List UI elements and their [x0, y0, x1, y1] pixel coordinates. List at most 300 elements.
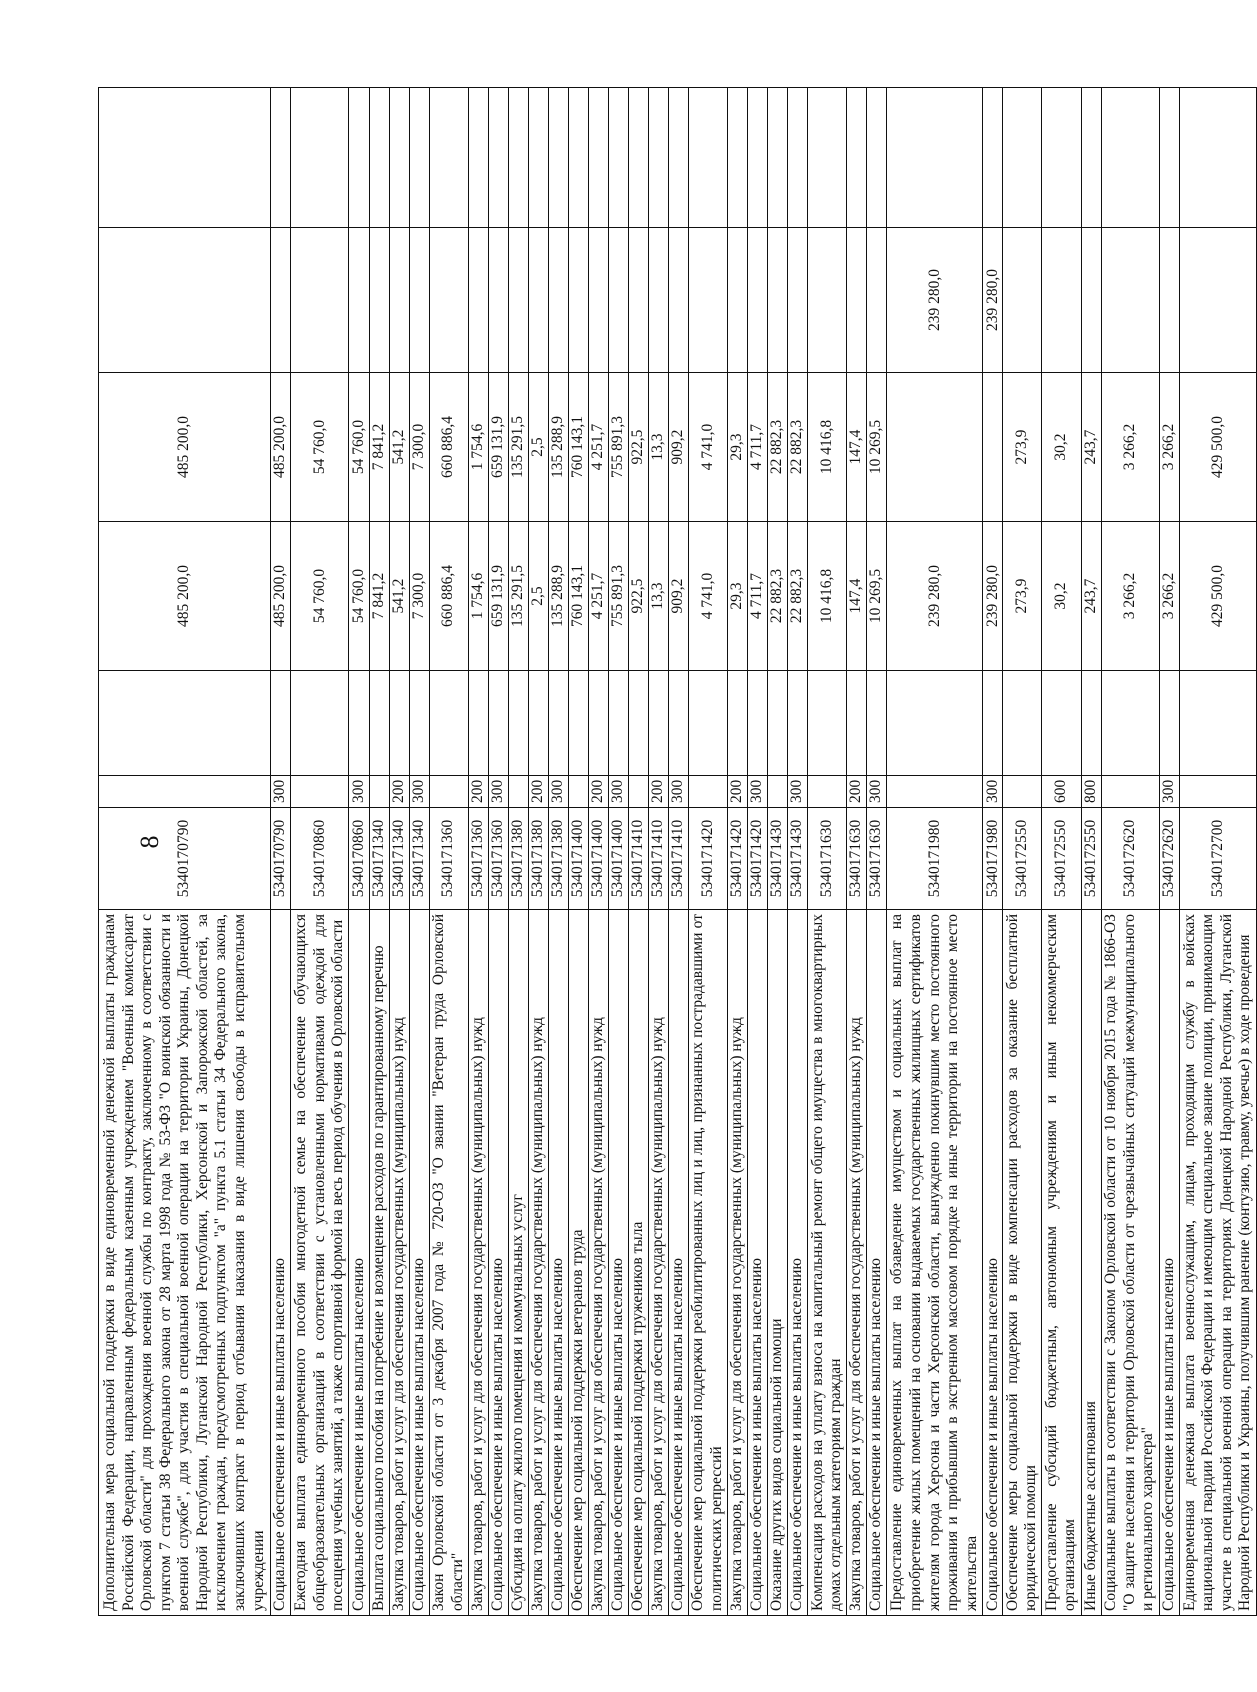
empty-cell [468, 88, 488, 228]
target-article-code: 5340171410 [628, 808, 648, 910]
target-article-code: 5340171340 [409, 808, 429, 910]
empty-cell [369, 671, 389, 776]
empty-cell [847, 671, 867, 776]
expense-type-code: 200 [389, 776, 409, 808]
amount-total: 13,3 [648, 522, 668, 671]
empty-cell [1179, 88, 1256, 228]
empty-cell [429, 671, 468, 776]
row-description: Оказание других видов социальной помощи [768, 910, 788, 1616]
row-description: Ежегодная выплата единовременного пособия многодетной семье на обеспечение обучающихся общеобразовательных организаций в соответствии с установленными нормативами одеждой для посещения учебных занятий, а также спортивной формой на весь период обучения в Орловской области [291, 910, 349, 1616]
table-row [291, 88, 349, 1616]
amount-regional: 10 416,8 [808, 373, 847, 522]
table-row [808, 88, 847, 1616]
target-article-code: 5340171420 [748, 808, 768, 910]
expense-type-code: 200 [588, 776, 608, 808]
amount-federal [291, 228, 349, 373]
amount-total: 429 500,0 [1179, 522, 1256, 671]
table-row [488, 88, 508, 1616]
table-row [271, 88, 291, 1616]
amount-regional: 30,2 [1042, 373, 1081, 522]
empty-cell [349, 88, 369, 228]
amount-federal [528, 228, 548, 373]
empty-cell [389, 88, 409, 228]
target-article-code: 5340171980 [887, 808, 983, 910]
amount-federal [608, 228, 628, 373]
empty-cell [788, 88, 808, 228]
expense-type-code [1003, 776, 1042, 808]
amount-federal [628, 228, 648, 373]
amount-total: 10 269,5 [867, 522, 887, 671]
amount-federal [409, 228, 429, 373]
amount-regional: 659 131,9 [488, 373, 508, 522]
row-description: Предоставление единовременных выплат на обзаведение имуществом и социальных выплат на приобретение жилых помещений на основании выдаваемых государственных жилищных сертификатов жителям города Херсона и части Херсонской области, вынужденно покинувшим место постоянного проживания и прибывшим в экстренном массовом порядке на иные территории на постоянное место жительства [887, 910, 983, 1616]
amount-federal: 239 280,0 [887, 228, 983, 373]
expense-type-code: 300 [983, 776, 1003, 808]
empty-cell [409, 88, 429, 228]
row-description: Социальное обеспечение и иные выплаты населению [488, 910, 508, 1616]
row-description: Единовременная денежная выплата военнослужащим, лицам, проходящим службу в войсках национальной гвардии Российской Федерации и имеющим специальное звание полиции, принимающим участие в специальной военной операции на территориях Донецкой Народной Республики, Луганской Народной Республики и Украины, получившим ранение (контузию, травму, увечье) в ходе проведения [1179, 910, 1256, 1616]
amount-total: 755 891,3 [608, 522, 628, 671]
target-article-code: 5340171340 [389, 808, 409, 910]
row-description: Социальное обеспечение и иные выплаты населению [983, 910, 1003, 1616]
table-row [608, 88, 628, 1616]
target-article-code: 5340171410 [668, 808, 688, 910]
amount-regional: 7 300,0 [409, 373, 429, 522]
row-description: Закупка товаров, работ и услуг для обеспечения государственных (муниципальных) нужд [468, 910, 488, 1616]
empty-cell [1159, 671, 1179, 776]
row-description: Закупка товаров, работ и услуг для обеспечения государственных (муниципальных) нужд [847, 910, 867, 1616]
table-row [1159, 88, 1179, 1616]
row-description: Закон Орловской области от 3 декабря 2007 года № 720-ОЗ "О звании "Ветеран труда Орловской области" [429, 910, 468, 1616]
empty-cell [508, 671, 528, 776]
amount-federal [1101, 228, 1159, 373]
empty-cell [728, 88, 748, 228]
amount-regional: 429 500,0 [1179, 373, 1256, 522]
empty-cell [568, 88, 588, 228]
table-row [689, 88, 728, 1616]
amount-federal [1159, 228, 1179, 373]
amount-regional: 273,9 [1003, 373, 1042, 522]
empty-cell [648, 671, 668, 776]
amount-total: 2,5 [528, 522, 548, 671]
table-row [1003, 88, 1042, 1616]
empty-cell [1101, 88, 1159, 228]
amount-federal [648, 228, 668, 373]
amount-total: 485 200,0 [271, 522, 291, 671]
amount-regional: 135 288,9 [548, 373, 568, 522]
amount-regional: 541,2 [389, 373, 409, 522]
target-article-code: 5340172620 [1101, 808, 1159, 910]
row-description: Субсидия на оплату жилого помещения и коммунальных услуг [508, 910, 528, 1616]
amount-federal [1003, 228, 1042, 373]
empty-cell [983, 671, 1003, 776]
table-row [1081, 88, 1101, 1616]
amount-federal [1081, 228, 1101, 373]
table-row [508, 88, 528, 1616]
empty-cell [608, 88, 628, 228]
expense-type-code [568, 776, 588, 808]
expense-type-code [768, 776, 788, 808]
target-article-code: 5340172550 [1081, 808, 1101, 910]
empty-cell [1003, 88, 1042, 228]
empty-cell [748, 671, 768, 776]
amount-regional: 135 291,5 [508, 373, 528, 522]
table-row [628, 88, 648, 1616]
empty-cell [628, 88, 648, 228]
expense-type-code: 800 [1081, 776, 1101, 808]
row-description: Социальное обеспечение и иные выплаты населению [788, 910, 808, 1616]
amount-regional: 13,3 [648, 373, 668, 522]
target-article-code: 5340171420 [728, 808, 748, 910]
row-description: Социальное обеспечение и иные выплаты населению [409, 910, 429, 1616]
amount-total: 4 711,7 [748, 522, 768, 671]
amount-federal [1042, 228, 1081, 373]
amount-total: 3 266,2 [1159, 522, 1179, 671]
amount-federal [588, 228, 608, 373]
amount-regional [887, 373, 983, 522]
amount-regional: 4 741,0 [689, 373, 728, 522]
amount-total: 135 288,9 [548, 522, 568, 671]
amount-federal [668, 228, 688, 373]
row-description: Социальные выплаты в соответствии с Законом Орловской области от 10 ноября 2015 года № 1866-ОЗ "О защите населения и территории Орловской области от чрезвычайных ситуаций межмуниципального и регионального характера" [1101, 910, 1159, 1616]
amount-total: 7 841,2 [369, 522, 389, 671]
row-description: Социальное обеспечение и иные выплаты населению [668, 910, 688, 1616]
amount-federal [548, 228, 568, 373]
target-article-code: 5340171630 [847, 808, 867, 910]
row-description: Обеспечение мер социальной поддержки тружеников тыла [628, 910, 648, 1616]
empty-cell [389, 671, 409, 776]
amount-regional: 147,4 [847, 373, 867, 522]
row-description: Социальное обеспечение и иные выплаты населению [608, 910, 628, 1616]
expense-type-code [291, 776, 349, 808]
row-description: Обеспечение меры социальной поддержки в виде компенсации расходов за оказание бесплатной юридической помощи [1003, 910, 1042, 1616]
budget-table-rotated [98, 88, 1257, 1616]
amount-federal [508, 228, 528, 373]
empty-cell [508, 88, 528, 228]
expense-type-code: 300 [409, 776, 429, 808]
table-row [668, 88, 688, 1616]
empty-cell [291, 88, 349, 228]
row-description: Обеспечение мер социальной поддержки ветеранов труда [568, 910, 588, 1616]
amount-total: 659 131,9 [488, 522, 508, 671]
row-description: Социальное обеспечение и иные выплаты населению [271, 910, 291, 1616]
empty-cell [588, 671, 608, 776]
row-description: Закупка товаров, работ и услуг для обеспечения государственных (муниципальных) нужд [588, 910, 608, 1616]
target-article-code: 5340171630 [808, 808, 847, 910]
amount-regional: 909,2 [668, 373, 688, 522]
amount-total: 660 886,4 [429, 522, 468, 671]
expense-type-code: 300 [548, 776, 568, 808]
target-article-code: 5340171420 [689, 808, 728, 910]
amount-regional: 29,3 [728, 373, 748, 522]
target-article-code: 5340172620 [1159, 808, 1179, 910]
empty-cell [349, 671, 369, 776]
amount-federal [99, 228, 271, 373]
row-description: Выплата социального пособия на погребение и возмещение расходов по гарантированному перечню [369, 910, 389, 1616]
amount-regional: 54 760,0 [291, 373, 349, 522]
empty-cell [983, 88, 1003, 228]
amount-total: 147,4 [847, 522, 867, 671]
expense-type-code: 600 [1042, 776, 1081, 808]
expense-type-code: 200 [847, 776, 867, 808]
empty-cell [369, 88, 389, 228]
amount-regional [983, 373, 1003, 522]
row-description: Социальное обеспечение и иные выплаты населению [349, 910, 369, 1616]
expense-type-code [1179, 776, 1256, 808]
amount-regional: 243,7 [1081, 373, 1101, 522]
empty-cell [548, 88, 568, 228]
table-row [99, 88, 271, 1616]
expense-type-code: 200 [728, 776, 748, 808]
amount-total: 541,2 [389, 522, 409, 671]
amount-federal [568, 228, 588, 373]
expense-type-code: 300 [788, 776, 808, 808]
empty-cell [488, 671, 508, 776]
amount-federal [468, 228, 488, 373]
empty-cell [867, 671, 887, 776]
table-row [369, 88, 389, 1616]
amount-total: 243,7 [1081, 522, 1101, 671]
expense-type-code [887, 776, 983, 808]
empty-cell [847, 88, 867, 228]
amount-total: 922,5 [628, 522, 648, 671]
table-row [788, 88, 808, 1616]
target-article-code: 5340171380 [528, 808, 548, 910]
target-article-code: 5340171630 [867, 808, 887, 910]
expense-type-code: 300 [748, 776, 768, 808]
target-article-code: 5340172550 [1003, 808, 1042, 910]
empty-cell [1179, 671, 1256, 776]
empty-cell [668, 88, 688, 228]
table-row [847, 88, 867, 1616]
empty-cell [689, 88, 728, 228]
amount-total: 54 760,0 [349, 522, 369, 671]
amount-regional: 4 711,7 [748, 373, 768, 522]
amount-total: 22 882,3 [768, 522, 788, 671]
empty-cell [99, 88, 271, 228]
empty-cell [768, 671, 788, 776]
amount-federal [488, 228, 508, 373]
amount-federal: 239 280,0 [983, 228, 1003, 373]
table-row [728, 88, 748, 1616]
amount-regional: 22 882,3 [768, 373, 788, 522]
amount-federal [847, 228, 867, 373]
target-article-code: 5340170860 [291, 808, 349, 910]
row-description: Компенсация расходов на уплату взноса на капитальный ремонт общего имущества в многоквартирных домах отдельным категориям граждан [808, 910, 847, 1616]
empty-cell [689, 671, 728, 776]
table-row [867, 88, 887, 1616]
table-row [349, 88, 369, 1616]
target-article-code: 5340171980 [983, 808, 1003, 910]
amount-federal [369, 228, 389, 373]
expense-type-code [429, 776, 468, 808]
empty-cell [1101, 671, 1159, 776]
table-row [588, 88, 608, 1616]
row-description: Предоставление субсидий бюджетным, автономным учреждениям и иным некоммерческим организациям [1042, 910, 1081, 1616]
amount-federal [808, 228, 847, 373]
expense-type-code: 200 [468, 776, 488, 808]
amount-regional: 2,5 [528, 373, 548, 522]
empty-cell [488, 88, 508, 228]
amount-federal [389, 228, 409, 373]
table-row [528, 88, 548, 1616]
empty-cell [409, 671, 429, 776]
empty-cell [768, 88, 788, 228]
empty-cell [99, 671, 271, 776]
row-description: Закупка товаров, работ и услуг для обеспечения государственных (муниципальных) нужд [648, 910, 668, 1616]
table-row [548, 88, 568, 1616]
amount-regional: 4 251,7 [588, 373, 608, 522]
empty-cell [548, 671, 568, 776]
amount-total: 4 741,0 [689, 522, 728, 671]
expense-type-code: 300 [271, 776, 291, 808]
empty-cell [668, 671, 688, 776]
row-description: Дополнительная мера социальной поддержки в виде единовременной денежной выплаты гражданам Российской Федерации, направленным федеральным казенным учреждением "Военный комиссариат Орловской области" для прохождения военной службы по контракту, заключенному в соответствии с пунктом 7 статьи 38 Федерального закона от 28 марта 1998 года № 53-ФЗ "О воинской обязанности и военной службе", для участия в специальной военной операции на территории Украины, Донецкой Народной Республики, Луганской Народной Республики, Херсонской и Запорожской областей, за исключением граждан, предусмотренных подпунктом "а" пункта 5.1 статьи 34 Федерального закона, заключивших контракт в период отбывания наказания в виде лишения свободы в исправительном учреждении [99, 910, 271, 1616]
amount-federal [349, 228, 369, 373]
empty-cell [291, 671, 349, 776]
target-article-code: 5340172700 [1179, 808, 1256, 910]
empty-cell [429, 88, 468, 228]
table-row [1042, 88, 1081, 1616]
amount-regional: 922,5 [628, 373, 648, 522]
amount-total: 1 754,6 [468, 522, 488, 671]
amount-total: 30,2 [1042, 522, 1081, 671]
amount-regional: 54 760,0 [349, 373, 369, 522]
row-description: Социальное обеспечение и иные выплаты населению [1159, 910, 1179, 1616]
amount-total: 485 200,0 [99, 522, 271, 671]
amount-federal [271, 228, 291, 373]
amount-total: 10 416,8 [808, 522, 847, 671]
amount-total: 239 280,0 [887, 522, 983, 671]
row-description: Социальное обеспечение и иные выплаты населению [548, 910, 568, 1616]
amount-regional: 1 754,6 [468, 373, 488, 522]
target-article-code: 5340171400 [608, 808, 628, 910]
target-article-code: 5340171400 [568, 808, 588, 910]
target-article-code: 5340171410 [648, 808, 668, 910]
amount-federal [788, 228, 808, 373]
expense-type-code [99, 776, 271, 808]
empty-cell [1081, 671, 1101, 776]
row-description: Закупка товаров, работ и услуг для обеспечения государственных (муниципальных) нужд [528, 910, 548, 1616]
table-row [568, 88, 588, 1616]
amount-total: 7 300,0 [409, 522, 429, 671]
amount-federal [768, 228, 788, 373]
amount-regional: 660 886,4 [429, 373, 468, 522]
target-article-code: 5340171430 [788, 808, 808, 910]
target-article-code: 5340171360 [488, 808, 508, 910]
table-row [1101, 88, 1159, 1616]
empty-cell [1159, 88, 1179, 228]
empty-cell [1081, 88, 1101, 228]
expense-type-code [1101, 776, 1159, 808]
empty-cell [271, 88, 291, 228]
amount-total: 273,9 [1003, 522, 1042, 671]
empty-cell [528, 88, 548, 228]
table-row [1179, 88, 1256, 1616]
empty-cell [468, 671, 488, 776]
empty-cell [628, 671, 648, 776]
target-article-code: 5340171360 [468, 808, 488, 910]
target-article-code: 5340171340 [369, 808, 389, 910]
empty-cell [728, 671, 748, 776]
target-article-code: 5340171380 [508, 808, 528, 910]
amount-total: 909,2 [668, 522, 688, 671]
table-row [768, 88, 788, 1616]
empty-cell [748, 88, 768, 228]
amount-total: 4 251,7 [588, 522, 608, 671]
amount-regional: 3 266,2 [1101, 373, 1159, 522]
empty-cell [568, 671, 588, 776]
empty-cell [788, 671, 808, 776]
target-article-code: 5340172550 [1042, 808, 1081, 910]
amount-federal [867, 228, 887, 373]
row-description: Иные бюджетные ассигнования [1081, 910, 1101, 1616]
amount-federal [689, 228, 728, 373]
amount-total: 760 143,1 [568, 522, 588, 671]
amount-regional: 3 266,2 [1159, 373, 1179, 522]
table-row [409, 88, 429, 1616]
amount-total: 135 291,5 [508, 522, 528, 671]
row-description: Обеспечение мер социальной поддержки реабилитированных лиц и лиц, признанных пострадавшими от политических репрессий [689, 910, 728, 1616]
expense-type-code [628, 776, 648, 808]
empty-cell [588, 88, 608, 228]
table-row [748, 88, 768, 1616]
table-row [983, 88, 1003, 1616]
empty-cell [808, 671, 847, 776]
amount-regional: 755 891,3 [608, 373, 628, 522]
row-description: Социальное обеспечение и иные выплаты населению [748, 910, 768, 1616]
amount-regional: 485 200,0 [271, 373, 291, 522]
empty-cell [1042, 671, 1081, 776]
amount-federal [748, 228, 768, 373]
empty-cell [887, 671, 983, 776]
amount-regional: 7 841,2 [369, 373, 389, 522]
empty-cell [608, 671, 628, 776]
empty-cell [867, 88, 887, 228]
amount-regional: 10 269,5 [867, 373, 887, 522]
amount-regional: 485 200,0 [99, 373, 271, 522]
expense-type-code [808, 776, 847, 808]
table-row [648, 88, 668, 1616]
table-row [389, 88, 409, 1616]
amount-total: 22 882,3 [788, 522, 808, 671]
expense-type-code: 300 [488, 776, 508, 808]
row-description: Социальное обеспечение и иные выплаты населению [867, 910, 887, 1616]
target-article-code: 5340170860 [349, 808, 369, 910]
amount-federal [429, 228, 468, 373]
empty-cell [887, 88, 983, 228]
expense-type-code: 200 [528, 776, 548, 808]
row-description: Закупка товаров, работ и услуг для обеспечения государственных (муниципальных) нужд [389, 910, 409, 1616]
empty-cell [1003, 671, 1042, 776]
empty-cell [271, 671, 291, 776]
amount-regional: 760 143,1 [568, 373, 588, 522]
amount-total: 54 760,0 [291, 522, 349, 671]
empty-cell [648, 88, 668, 228]
expense-type-code [369, 776, 389, 808]
expense-type-code: 300 [608, 776, 628, 808]
table-row [468, 88, 488, 1616]
expense-type-code [508, 776, 528, 808]
budget-table [98, 87, 1257, 1616]
amount-regional: 22 882,3 [788, 373, 808, 522]
target-article-code: 5340171400 [588, 808, 608, 910]
amount-total: 3 266,2 [1101, 522, 1159, 671]
expense-type-code: 200 [648, 776, 668, 808]
empty-cell [808, 88, 847, 228]
target-article-code: 5340170790 [271, 808, 291, 910]
expense-type-code: 300 [668, 776, 688, 808]
